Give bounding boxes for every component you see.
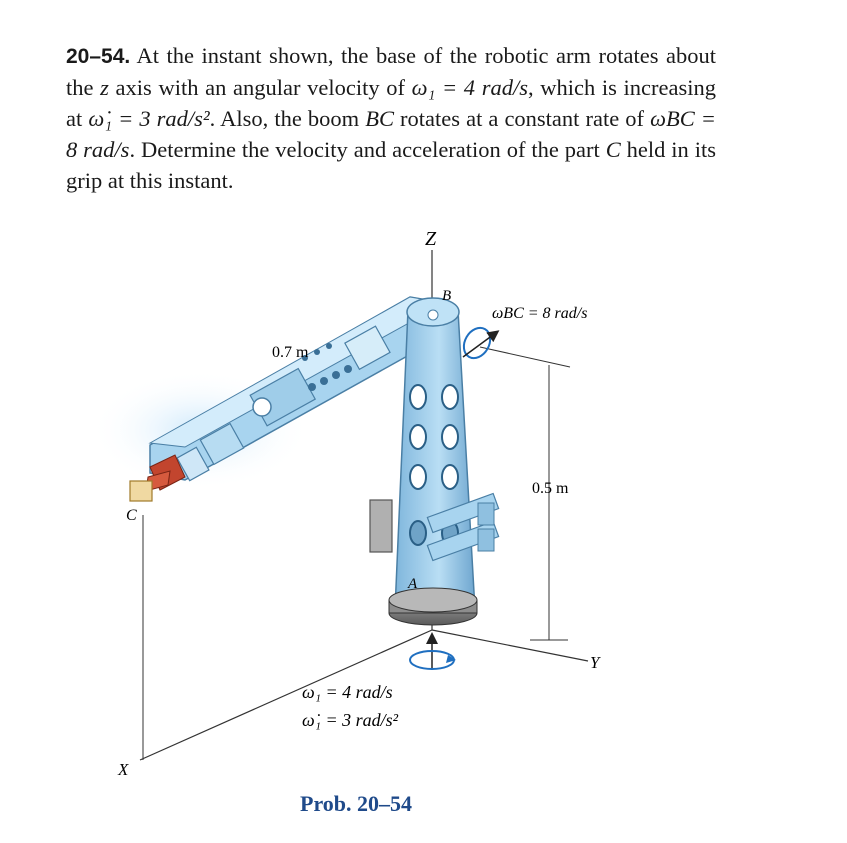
height-label: 0.5 m [532, 480, 569, 497]
axis-y-label: Y [590, 653, 600, 672]
boom-length-label: 0.7 m [272, 344, 309, 361]
omega-bc-label: ωBC = 8 rad/s [492, 305, 588, 322]
text-segment-3: , which is increasing at [66, 75, 716, 131]
omega1-arrow [410, 635, 456, 670]
text-segment-6: . Determine the velocity and acceleration of the part [129, 137, 606, 162]
problem-number: 20–54. [66, 45, 131, 68]
point-c-label: C [126, 507, 137, 524]
text-segment-2: axis with an angular velocity of [108, 75, 412, 100]
problem-statement [66, 40, 716, 196]
figure-caption: Prob. 20–54 [300, 791, 413, 816]
part-symbol: C [605, 137, 621, 162]
boom-symbol: BC [365, 106, 394, 131]
robot-arm-figure [0, 215, 847, 795]
axis-x-label: X [118, 760, 129, 779]
text-segment-5: rotates at a constant rate of [393, 106, 651, 131]
omega-bc-equation: ωBC = 8 rad/s [66, 106, 716, 162]
base [389, 588, 477, 625]
omega1-dot-label: ω̇₁ = 3 rad/s² [302, 710, 399, 730]
omega1-label: ω₁ = 4 rad/s [302, 682, 393, 702]
text-segment-4: . Also, the boom [209, 106, 366, 131]
text-segment-1: At the instant shown, the base of the robotic arm rotates about the [66, 43, 716, 100]
text-segment-7: held in its grip at this instant. [66, 137, 716, 193]
point-b-label: B [442, 288, 452, 304]
z-axis-symbol: z [100, 75, 109, 100]
height-dim-tick-top [480, 347, 570, 367]
omega1-dot-equation: ω̇₁ = 3 rad/s² [88, 106, 210, 131]
point-a-label: A [408, 576, 418, 592]
y-axis-line [432, 630, 588, 661]
omega-bc-arrow [459, 323, 497, 363]
omega1-equation: ω₁ = 4 rad/s [411, 75, 528, 100]
axis-z-label: Z [425, 228, 437, 250]
